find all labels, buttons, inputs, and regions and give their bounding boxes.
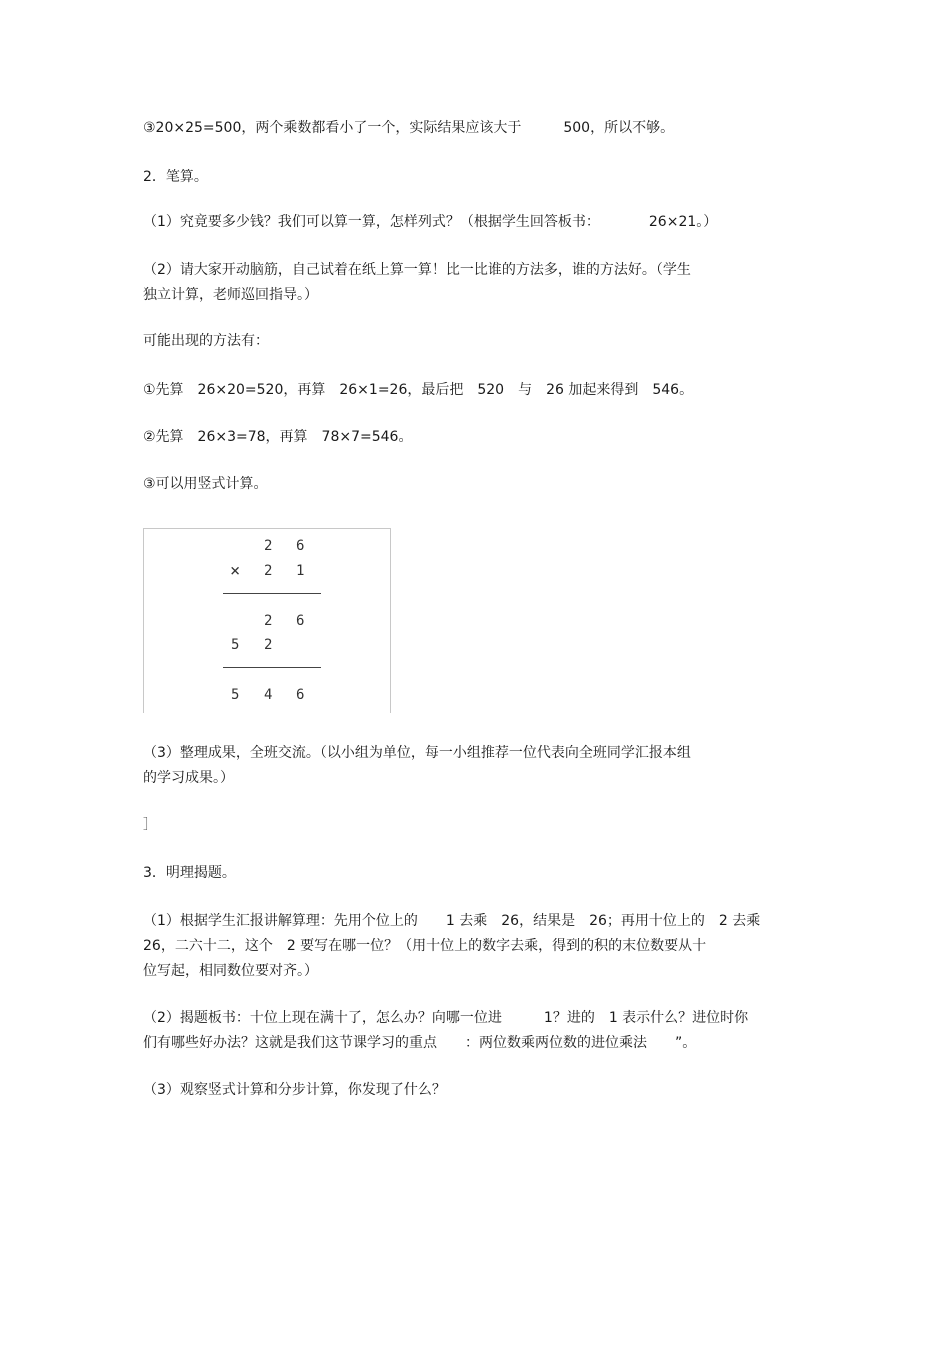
text-line-17: （2）揭题板书：十位上现在满十了，怎么办？向哪一位进 1？进的 1 表示什么？进位时你 — [143, 1010, 749, 1026]
section-heading-3: 3．明理揭题。 — [143, 865, 236, 881]
text-line-6: 可能出现的方法有： — [143, 333, 269, 349]
method-2: ②先算 26×3=78，再算 78×7=546。 — [143, 429, 413, 445]
text-line-16: 位写起，相同数位要对齐。） — [143, 963, 318, 979]
partial-1-tens: 2 — [264, 613, 273, 629]
multiplier-ones: 1 — [296, 563, 305, 579]
text-line-15: 26，二六十二，这个 2 要写在哪一位？（用十位上的数字去乘，得到的积的末位数要从十 — [143, 938, 707, 954]
partial-2-tens: 2 — [264, 637, 273, 653]
text-line-3: （1）究竟要多少钱？我们可以算一算，怎样列式？（根据学生回答板书： 26×21。） — [143, 214, 718, 230]
vertical-calculation-figure — [143, 528, 391, 713]
partial-1-ones: 6 — [296, 613, 305, 629]
text-line-18: 们有哪些好办法？这就是我们这节课学习的重点 ：两位数乘两位数的进位乘法 ”。 — [143, 1035, 697, 1051]
multiplicand-ones: 6 — [296, 538, 305, 554]
multiplicand-tens: 2 — [264, 538, 273, 554]
text-line-10: （3）整理成果，全班交流。（以小组为单位，每一小组推荐一位代表向全班同学汇报本组 — [143, 745, 691, 761]
method-1: ①先算 26×20=520，再算 26×1=26，最后把 520 与 26 加起来得到 546。 — [143, 382, 694, 398]
text-line-1: ③20×25=500，两个乘数都看小了一个，实际结果应该大于 500，所以不够。 — [143, 120, 675, 136]
text-line-14: （1）根据学生汇报讲解算理：先用个位上的 1 去乘 26，结果是 26；再用十位上的 2 去乘 — [143, 913, 761, 929]
product-ones: 6 — [296, 687, 305, 703]
bracket-mark: ］ — [143, 817, 157, 833]
text-line-5: 独立计算，老师巡回指导。） — [143, 287, 318, 303]
partial-2-hundreds: 5 — [231, 637, 240, 653]
multiplier-tens: 2 — [264, 563, 273, 579]
section-heading-2: 2．笔算。 — [143, 169, 208, 185]
multiply-sign: × — [230, 561, 241, 581]
text-line-19: （3）观察竖式计算和分步计算，你发现了什么？ — [143, 1082, 446, 1098]
product-hundreds: 5 — [231, 687, 240, 703]
text-line-11: 的学习成果。） — [143, 770, 234, 786]
product-tens: 4 — [264, 687, 273, 703]
divider-line-1 — [223, 593, 321, 594]
divider-line-2 — [223, 667, 321, 668]
method-3: ③可以用竖式计算。 — [143, 476, 268, 492]
text-line-4: （2）请大家开动脑筋，自己试着在纸上算一算！比一比谁的方法多，谁的方法好。（学生 — [143, 262, 691, 278]
